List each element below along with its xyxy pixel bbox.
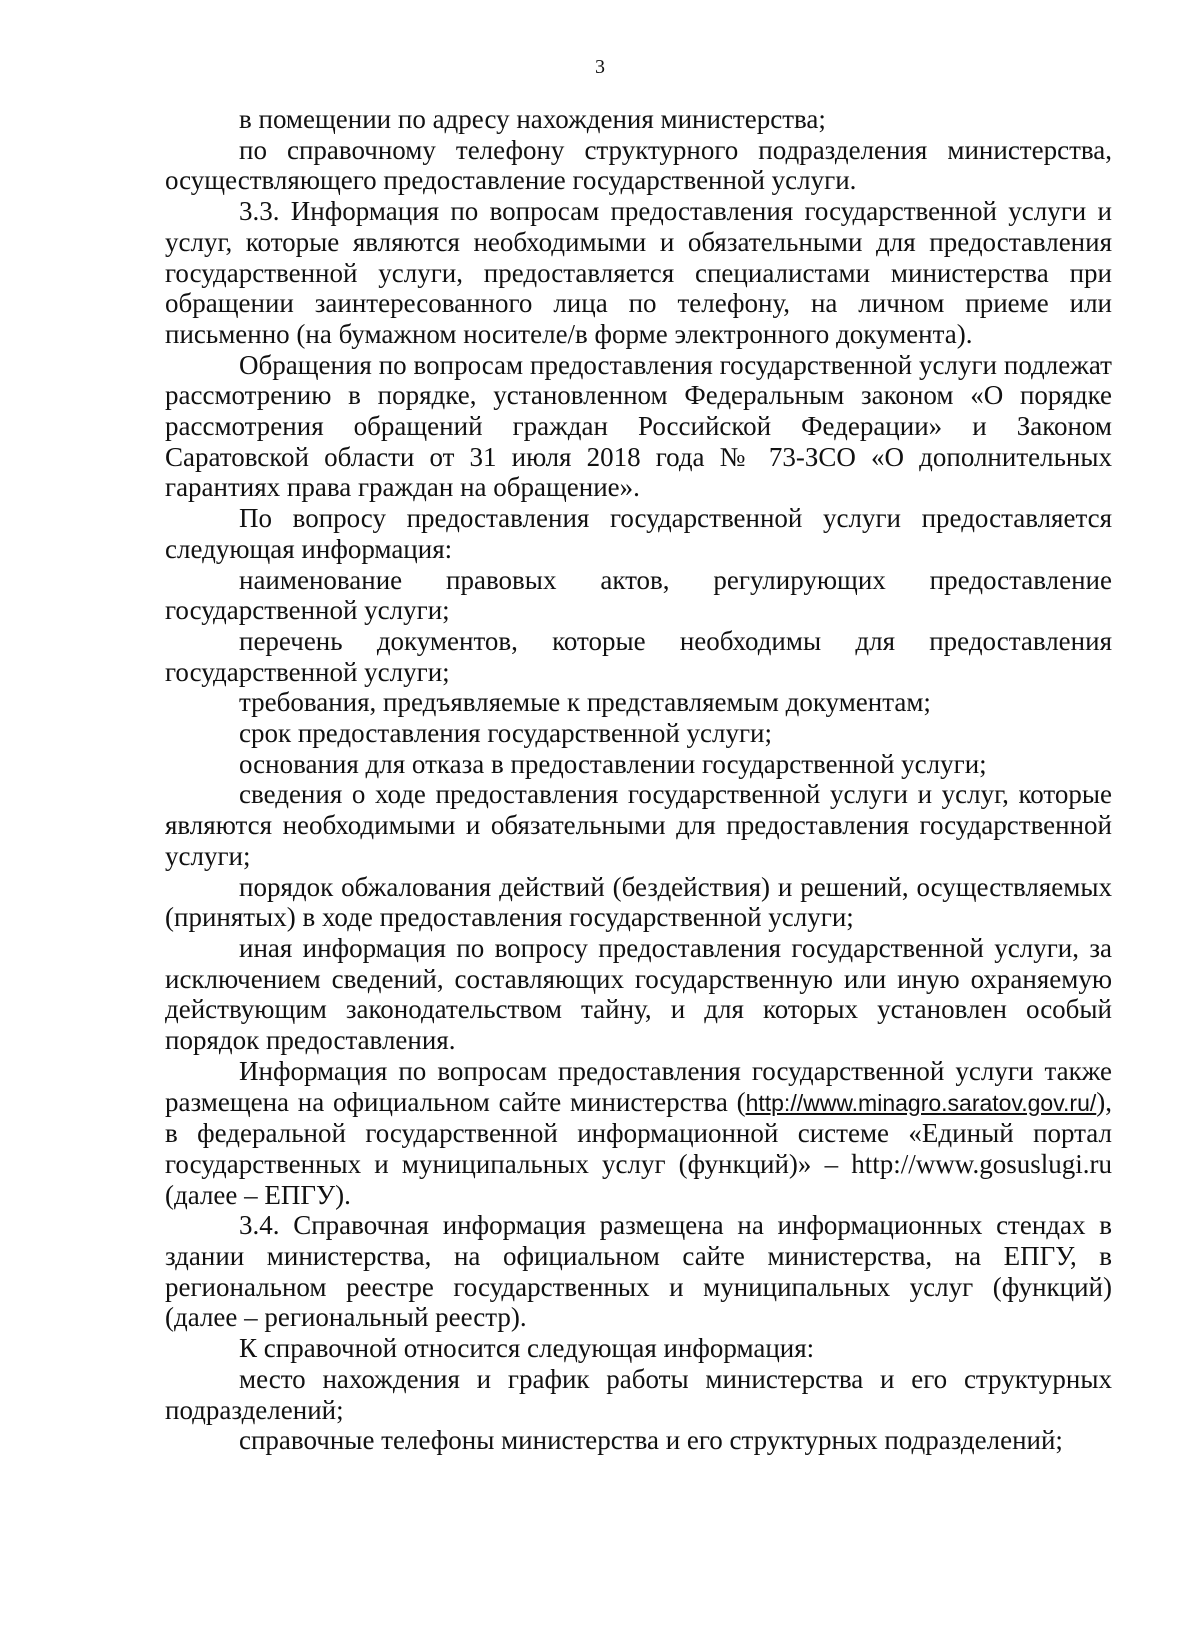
list-item: иная информация по вопросу предоставления государственной услуги, за исключением сведений, составляющих государственную или иную охраняемую действующим законодательством тайну, и для которых установлен особый порядок предоставления. (165, 932, 1112, 1056)
info-paragraph (165, 1056, 1112, 1211)
paragraph: 3.3. Информация по вопросам предоставления государственной услуги и услуг, которые являются необходимыми и обязательными для предоставления государственной услуги, предоставляется специалистами министерства при обращении заинтересованного лица по телефону, на личном приеме или письменно (на бумажном носителе/в форме электронного документа). (165, 196, 1112, 349)
list-item: требования, предъявляемые к представляемым документам; (239, 687, 931, 718)
info-text-before: Информация по вопросам предоставления государственной услуги также размещена на официальном сайте министерства ( (165, 1055, 1112, 1117)
list-item: срок предоставления государственной услуги; (239, 718, 773, 749)
list-item: основания для отказа в предоставлении государственной услуги; (239, 748, 987, 779)
list-item: наименование правовых актов, регулирующих предоставление государственной услуги; (165, 564, 1112, 626)
paragraph: По вопросу предоставления государственной услуги предоставляется следующая информация: (165, 503, 1112, 564)
list-item: справочные телефоны министерства и его структурных подразделений; (239, 1425, 1063, 1456)
paragraph: по справочному телефону структурного подразделения министерства, осуществляющего предоставление государственной услуги. (165, 134, 1112, 196)
list-item: перечень документов, которые необходимы для предоставления государственной услуги; (165, 625, 1112, 687)
paragraph: Обращения по вопросам предоставления государственной услуги подлежат рассмотрению в порядке, установленном Федеральным законом «О порядке рассмотрения обращений граждан Российской Федерации» и Законом Саратовской области от 31 июля 2018 года № 73-ЗСО «О дополнительных гарантиях права граждан на обращение». (165, 349, 1112, 503)
list-item: место нахождения и график работы министерства и его структурных подразделений; (165, 1363, 1112, 1425)
paragraph: К справочной относится следующая информация: (239, 1333, 815, 1364)
ministry-site-link[interactable]: http://www.minagro.saratov.gov.ru/ (745, 1089, 1097, 1116)
document-body (165, 104, 1112, 1456)
paragraph: в помещении по адресу нахождения министерства; (239, 104, 826, 134)
paragraph: 3.4. Справочная информация размещена на информационных стендах в здании министерства, на официальном сайте министерства, на ЕПГУ, в региональном реестре государственных и муниципальных услуг (функций) (далее – региональный реестр). (165, 1210, 1112, 1333)
info-text-after: ), в федеральной государственной информационной системе «Единый портал государственных и муниципальных услуг (функций)» – http://www.gosuslugi.ru (далее – ЕПГУ). (165, 1086, 1112, 1210)
list-item: сведения о ходе предоставления государственной услуги и услуг, которые являются необходимыми и обязательными для предоставления государственной услуги; (165, 779, 1112, 871)
page-number: 3 (595, 56, 605, 78)
list-item: порядок обжалования действий (бездействия) и решений, осуществляемых (принятых) в ходе предоставления государственной услуги; (165, 871, 1112, 933)
